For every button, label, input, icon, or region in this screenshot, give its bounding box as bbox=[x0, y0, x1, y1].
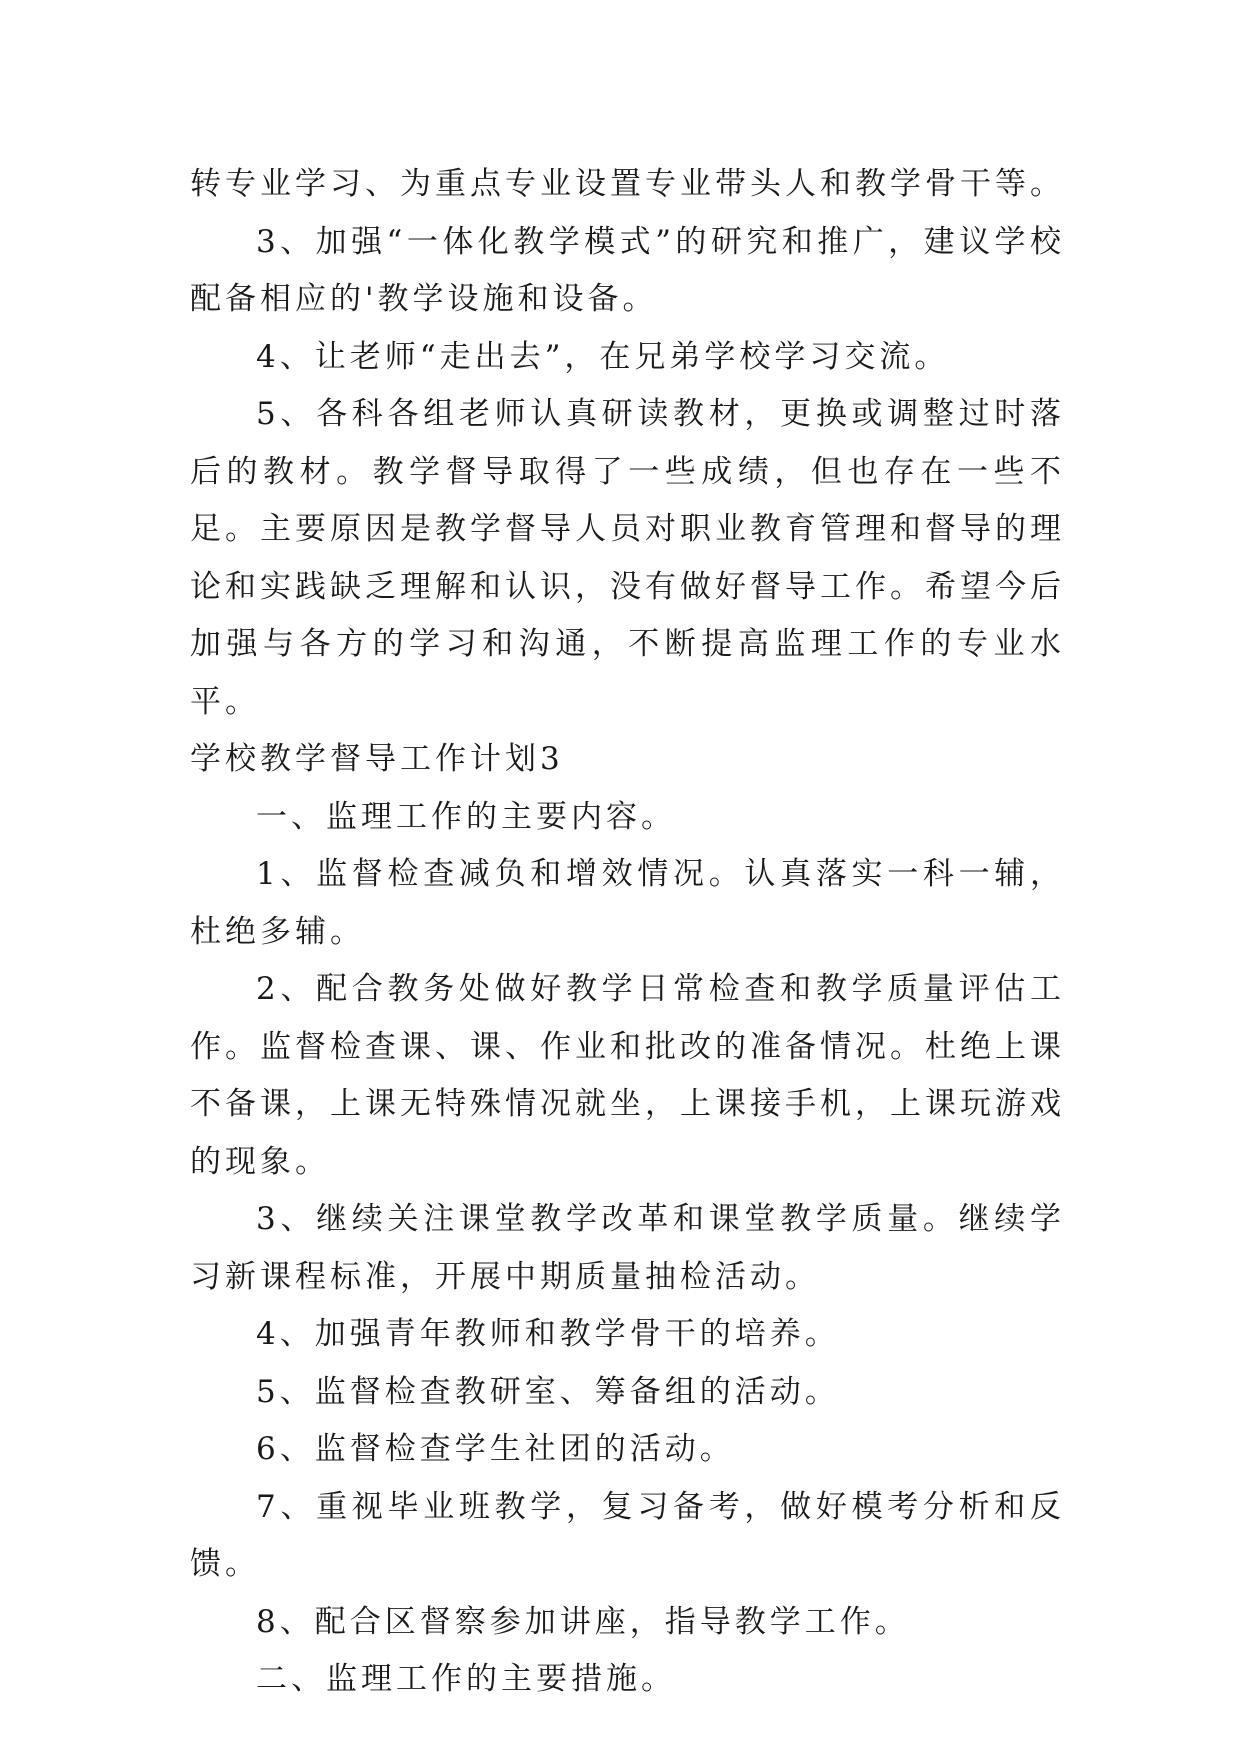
paragraph-item-4: 4、让老师“走出去”，在兄弟学校学习交流。 bbox=[256, 338, 950, 375]
list-item-7: 7、重视毕业班教学，复习备考，做好模考分析和反馈。 bbox=[190, 1488, 1065, 1582]
list-item-6: 6、监督检查学生社团的活动。 bbox=[256, 1431, 735, 1467]
section-heading-2: 二、监理工作的主要措施。 bbox=[256, 1661, 676, 1697]
paragraph-item-3: 3、加强“一体化教学模式”的研究和推广，建议学校配备相应的'教学设施和设备。 bbox=[190, 223, 1065, 317]
list-item-5: 5、监督检查教研室、筹备组的活动。 bbox=[256, 1373, 840, 1410]
section-heading-1: 一、监理工作的主要内容。 bbox=[256, 798, 676, 835]
paragraph-item-5: 5、各科各组老师认真研读教材，更换或调整过时落后的教材。教学督导取得了一些成绩，但也存在一些不足。主要原因是教学督导人员对职业教育管理和督导的理论和实践缺乏理解和认识，没有做好督导工作。希望今后加强与各方的学习和沟通，不断提高监理工作的专业水平。 bbox=[190, 396, 1065, 720]
list-item-1: 1、监督检查减负和增效情况。认真落实一科一辅，杜绝多辅。 bbox=[190, 856, 1065, 950]
list-item-4: 4、加强青年教师和教学骨干的培养。 bbox=[256, 1316, 840, 1352]
list-item-8: 8、配合区督察参加讲座，指导教学工作。 bbox=[256, 1603, 910, 1640]
section-title: 学校教学督导工作计划3 bbox=[190, 741, 564, 777]
paragraph-continuation: 转专业学习、为重点专业设置专业带头人和教学骨干等。 bbox=[190, 166, 1065, 202]
document-body bbox=[190, 156, 1065, 1709]
list-item-3: 3、继续关注课堂教学改革和课堂教学质量。继续学习新课程标准，开展中期质量抽检活动。 bbox=[190, 1201, 1065, 1295]
list-item-2: 2、配合教务处做好教学日常检查和教学质量评估工作。监督检查课、课、作业和批改的准备情况。杜绝上课不备课，上课无特殊情况就坐，上课接手机，上课玩游戏的现象。 bbox=[190, 971, 1065, 1180]
